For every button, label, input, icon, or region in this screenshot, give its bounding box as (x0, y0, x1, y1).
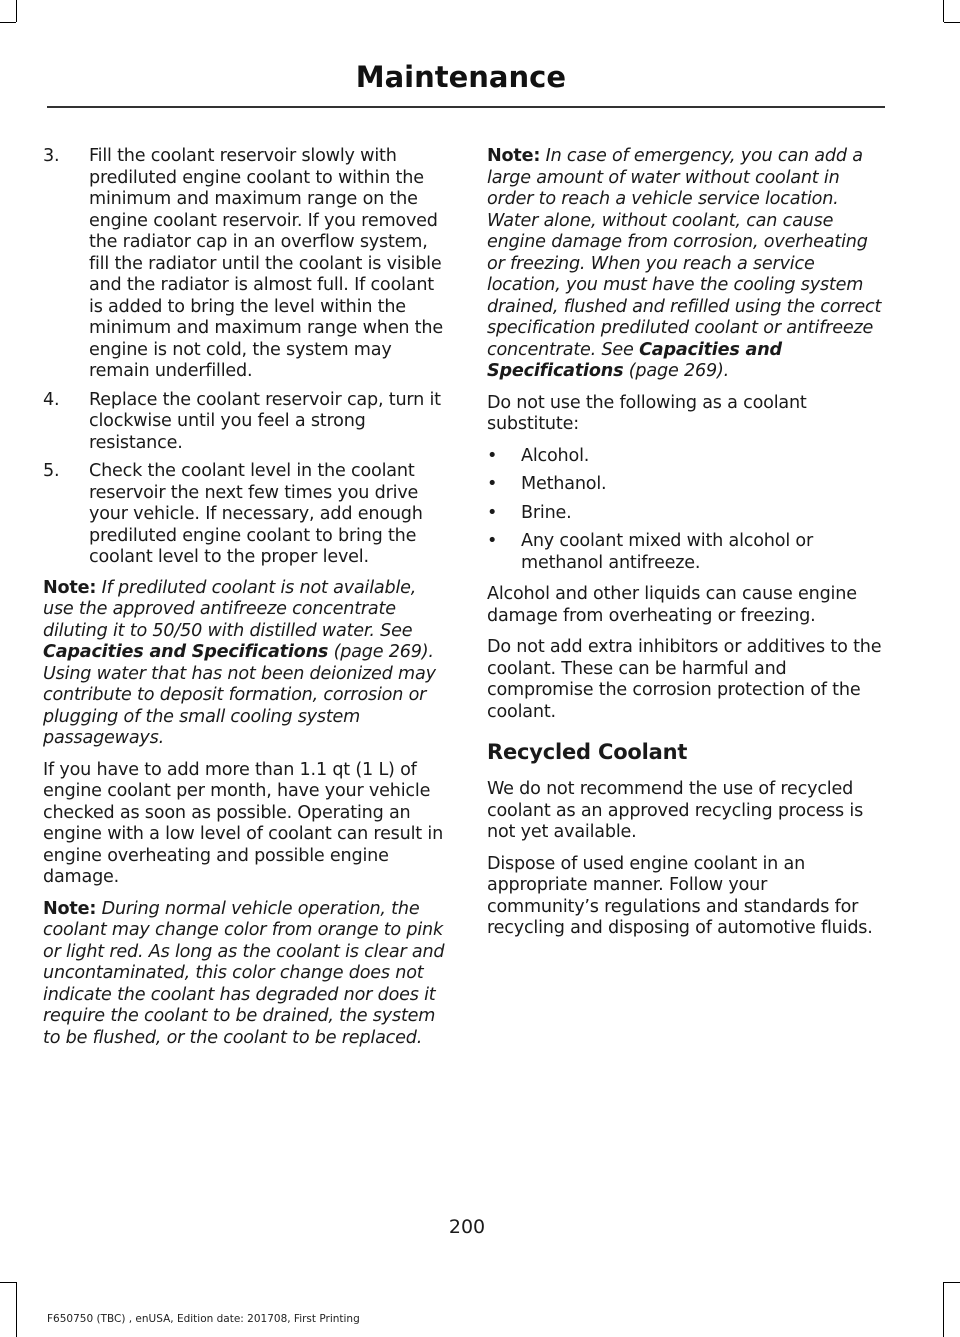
step-number: 3. (43, 146, 60, 166)
note-text: (page 269). Using water that has not been deionized may contribute to deposit formation, corrosion or plugging of the small cooling system passageways. (43, 642, 436, 748)
paragraph-inhibitors: Do not add extra inhibitors or additives to the coolant. These can be harmful and compromise the corrosion protection of the coolant. (487, 637, 882, 722)
crop-mark (944, 22, 960, 23)
bullet-text: Brine. (521, 502, 572, 523)
bullet-icon: • (487, 474, 498, 494)
note-text: During normal vehicle operation, the coolant may change color from orange to pink or light red. As long as the coolant is clear and uncontaminated, this color change does not indicate the coolant has degraded nor does it require the coolant to be drained, the system to be flushed, or the coolant to be replaced. (43, 898, 445, 1048)
capacities-link[interactable]: Capacities and Specifications (43, 642, 329, 662)
section-heading-recycled-coolant: Recycled Coolant (487, 740, 688, 764)
note-label: Note: (487, 146, 541, 166)
step-text: Check the coolant level in the coolant reservoir the next few times you drive your vehicle. If necessary, add enough prediluted engine coolant to bring the coolant level to the proper level. (89, 461, 423, 567)
capacities-link[interactable]: Capacities and Specifications (487, 339, 782, 381)
bullet-icon: • (487, 445, 498, 466)
list-item (43, 461, 446, 569)
note-color-change (43, 899, 446, 1050)
crop-mark (16, 0, 17, 22)
crop-mark (943, 1282, 944, 1337)
note-label: Note: (43, 577, 97, 598)
footer-edition: F650750 (TBC) , enUSA, Edition date: 201708, First Printing (47, 1313, 360, 1325)
paragraph-substitute-intro: Do not use the following as a coolant substitute: (487, 392, 807, 434)
page-number: 200 (448, 1216, 486, 1238)
crop-mark (0, 1282, 16, 1283)
step-text: Fill the coolant reservoir slowly with prediluted engine coolant to within the minimum and maximum range on the engine coolant reservoir. If you removed the radiator cap in an overflow system, fill the radiator until the coolant is visible and the radiator is almost full. If coolant is added to bring the level within the minimum and maximum range when the engine is not cold, the system may remain underfilled. (89, 146, 443, 381)
note-emergency (487, 146, 882, 383)
step-text: Replace the coolant reservoir cap, turn it clockwise until you feel a strong resistance. (89, 389, 441, 453)
list-item (43, 146, 446, 383)
paragraph-liquids-damage: Alcohol and other liquids can cause engine damage from overheating or freezing. (487, 584, 857, 626)
crop-mark (943, 0, 944, 22)
bullet-icon: • (487, 502, 498, 523)
bullet-text: Methanol. (521, 474, 607, 494)
step-number: 4. (43, 389, 60, 410)
note-prediluted (43, 578, 446, 750)
left-column (43, 146, 446, 1059)
paragraph-coolant-usage: If you have to add more than 1.1 qt (1 L) of engine coolant per month, have your vehicle checked as soon as possible. Operating an engine with a low level of coolant can result in engine overheating and possible engine damage. (43, 759, 444, 887)
list-item (43, 390, 446, 455)
paragraph-recycled: We do not recommend the use of recycled coolant as an approved recycling process is not yet available. (487, 779, 864, 842)
crop-mark (0, 22, 16, 23)
note-text: If prediluted coolant is not available, use the approved antifreeze concentrate diluting it to 50/50 with distilled water. See (43, 577, 417, 641)
bullet-text: Alcohol. (521, 445, 590, 466)
crop-mark (16, 1282, 17, 1337)
right-column (487, 146, 882, 950)
list-item (487, 531, 882, 574)
note-text: (page 269). (623, 361, 730, 381)
list-item (487, 474, 882, 496)
step-number: 5. (43, 461, 60, 481)
note-text: In case of emergency, you can add a large amount of water without coolant in order to reach a vehicle service location. Water alone, without coolant, can cause engine damage from corrosion, overheating or freezing. When you reach a service location, you must have the cooling system drained, flushed and refilled using the correct specification prediluted coolant or antifreeze concentrate. See (487, 146, 882, 360)
header-divider (47, 106, 885, 108)
crop-mark (944, 1282, 960, 1283)
list-item (487, 503, 882, 525)
paragraph-dispose: Dispose of used engine coolant in an appropriate manner. Follow your community’s regulations and standards for recycling and disposing of automotive fluids. (487, 853, 873, 938)
bullet-text: Any coolant mixed with alcohol or methanol antifreeze. (521, 531, 814, 573)
bullet-icon: • (487, 531, 498, 551)
page-title: Maintenance (355, 60, 566, 94)
list-item (487, 446, 882, 468)
note-label: Note: (43, 898, 97, 919)
